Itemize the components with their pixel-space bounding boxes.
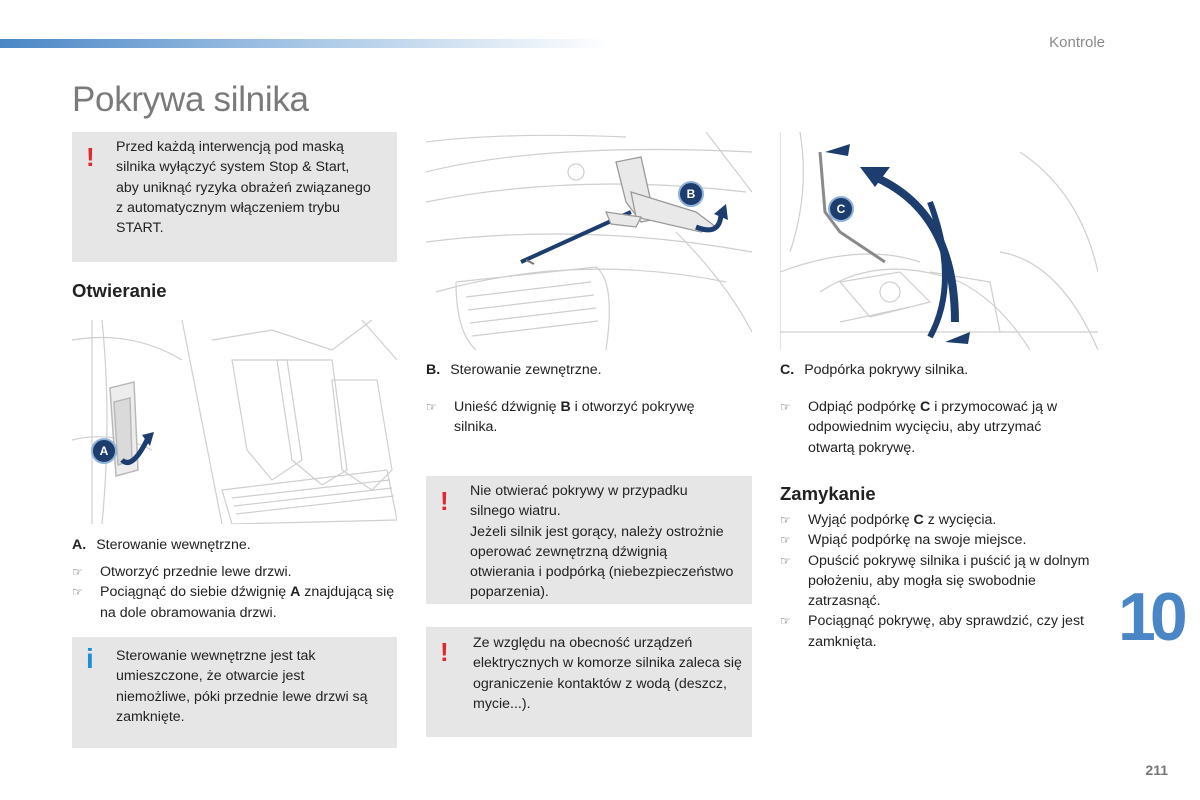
warning-icon: ! xyxy=(440,637,449,667)
info-box-interior-control xyxy=(72,637,397,748)
header-gradient-bar xyxy=(0,39,610,48)
step-text: Odpiąć podpórkę C i przymocować ją w odpowiednim wycięciu, aby utrzymać otwartą pokrywę. xyxy=(808,399,1058,456)
steps-list-a xyxy=(72,562,402,623)
caption-b-text: Sterowanie zewnętrzne. xyxy=(450,362,602,378)
callout-a-letter: A xyxy=(99,444,109,458)
list-item xyxy=(780,611,1090,652)
pointing-hand-icon: ☞ xyxy=(426,400,437,414)
section-heading-opening: Otwieranie xyxy=(72,280,167,301)
info-icon: i xyxy=(86,643,94,674)
list-item xyxy=(780,397,1090,458)
pointing-hand-icon: ☞ xyxy=(72,565,83,579)
step-text: Wyjąć podpórkę C z wycięcia. xyxy=(808,512,997,528)
list-item xyxy=(780,510,1090,530)
illustration-exterior-lever xyxy=(426,132,752,350)
illustration-bonnet-stay xyxy=(780,132,1098,350)
warning-icon: ! xyxy=(86,142,95,172)
caption-c-text: Podpórka pokrywy silnika. xyxy=(804,362,969,378)
steps-list-closing xyxy=(780,510,1090,652)
callout-a xyxy=(91,438,117,464)
steps-list-b xyxy=(426,397,726,438)
step-text: Opuścić pokrywę silnika i puścić ją w dolnym położeniu, aby mogła się swobodnie zatrzasnąć. xyxy=(808,552,1090,610)
caption-a-letter: A. xyxy=(72,537,87,553)
list-item xyxy=(426,397,726,438)
info-text: Sterowanie wewnętrzne jest tak umieszczone, że otwarcie jest niemożliwe, póki przednie lewe drzwi są zamknięte. xyxy=(116,648,368,725)
step-text: Wpiąć podpórkę na swoje miejsce. xyxy=(808,532,1027,549)
pointing-hand-icon: ☞ xyxy=(780,533,791,548)
warning-text: Przed każdą interwencją pod maską silnika wyłączyć system Stop & Start, aby uniknąć ryzyka obrażeń związanego z automatycznym włączeniem trybu START. xyxy=(116,139,371,237)
pointing-hand-icon: ☞ xyxy=(780,400,791,414)
callout-b xyxy=(678,181,704,207)
callout-c-letter: C xyxy=(836,202,846,216)
caption-b xyxy=(426,362,602,378)
step-text: Unieść dźwignię B i otworzyć pokrywę silnika. xyxy=(454,399,695,436)
page-title: Pokrywa silnika xyxy=(72,80,309,119)
caption-b-letter: B. xyxy=(426,362,441,378)
pointing-hand-icon: ☞ xyxy=(780,513,791,527)
list-item xyxy=(780,551,1090,612)
chapter-number: 10 xyxy=(1118,579,1182,655)
step-text: Otworzyć przednie lewe drzwi. xyxy=(100,564,292,580)
callout-b-letter: B xyxy=(686,187,696,201)
caption-c-letter: C. xyxy=(780,362,795,378)
illustration-interior-lever xyxy=(72,320,397,524)
list-item xyxy=(72,582,402,623)
pointing-hand-icon: ☞ xyxy=(780,614,791,629)
list-item xyxy=(72,562,402,582)
warning-text: Ze względu na obecność urządzeń elektrycznych w komorze silnika zaleca się ograniczenie kontaktów z wodą (deszcz, mycie...). xyxy=(473,635,742,712)
pointing-hand-icon: ☞ xyxy=(72,585,83,600)
step-text: Pociągnąć pokrywę, aby sprawdzić, czy jest zamknięta. xyxy=(808,613,1084,650)
caption-c xyxy=(780,362,968,378)
callout-c xyxy=(828,196,854,222)
warning-box-stop-start xyxy=(72,132,397,262)
warning-box-hot-engine xyxy=(426,476,752,604)
list-item xyxy=(780,530,1090,550)
caption-a xyxy=(72,537,251,553)
section-heading-closing: Zamykanie xyxy=(780,483,876,504)
page-number: 211 xyxy=(1145,762,1168,778)
caption-a-text: Sterowanie wewnętrzne. xyxy=(96,537,251,553)
warning-icon: ! xyxy=(440,486,449,516)
warning-box-water xyxy=(426,627,752,737)
warning-text: Nie otwierać pokrywy w przypadku silnego wiatru. Jeżeli silnik jest gorący, należy ostrożnie operować zewnętrzną dźwignią otwierania i podpórką (niebezpieczeństwo poparzenia). xyxy=(470,483,734,601)
section-label: Kontrole xyxy=(1049,34,1105,51)
steps-list-c xyxy=(780,397,1090,458)
pointing-hand-icon: ☞ xyxy=(780,553,791,568)
step-text: Pociągnąć do siebie dźwignię A znajdującą się na dole obramowania drzwi. xyxy=(100,584,395,621)
